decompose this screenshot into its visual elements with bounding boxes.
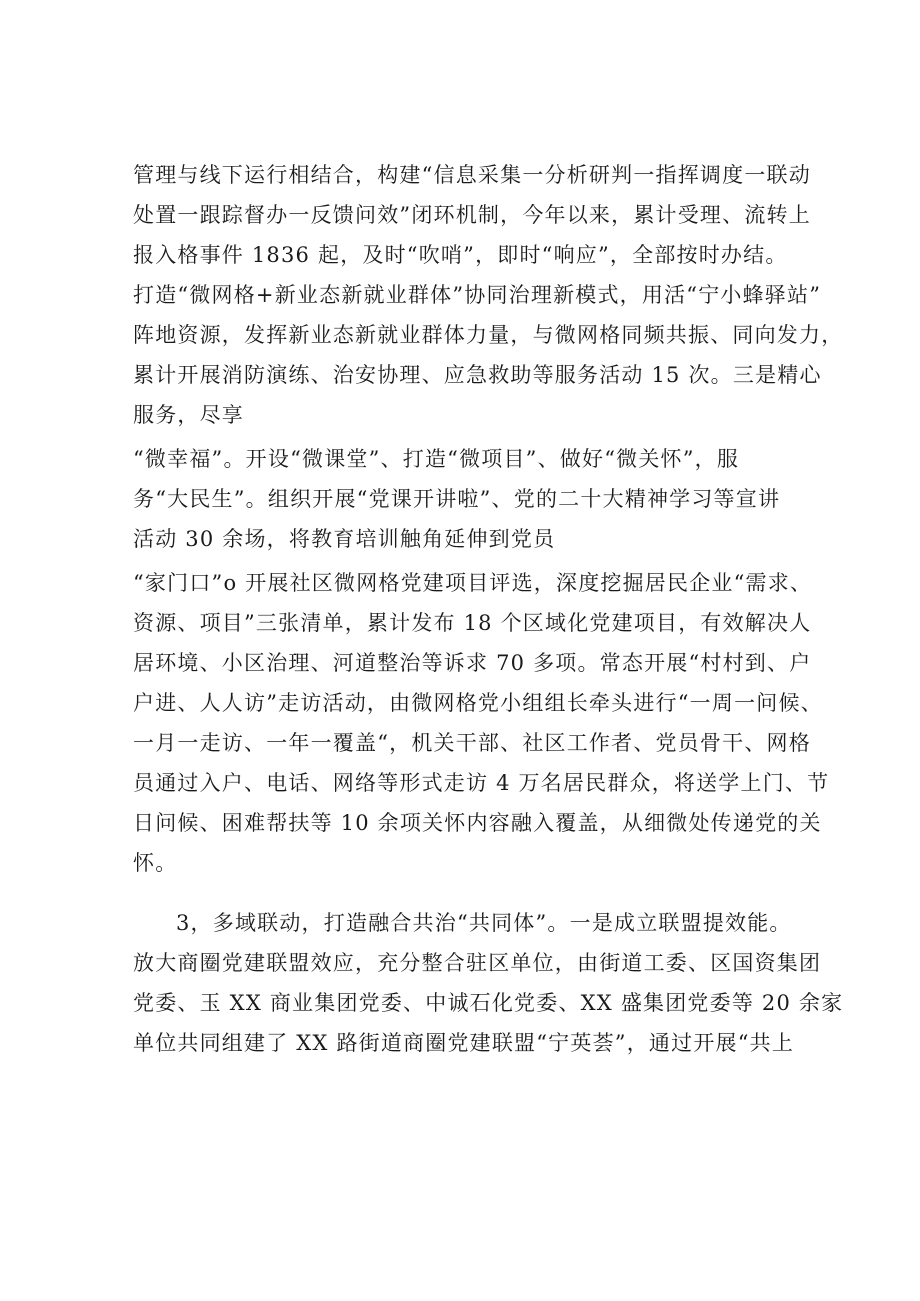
- text-line: 怀。: [133, 851, 178, 875]
- text-line: 累计开展消防演练、治安协理、应急救助等服务活动 15 次。三是精心: [133, 363, 822, 387]
- text-line: 日问候、困难帮扶等 10 余项关怀内容融入覆盖，从细微处传递党的关: [133, 811, 822, 835]
- section-heading-line: 3，多域联动，打造融合共治“共同体”。一是成立联盟提效能。: [176, 911, 792, 935]
- text-line: 活动 30 余场，将教育培训触角延伸到党员: [133, 527, 556, 551]
- text-line: “家门口”o 开展社区微网格党建项目评选，深度挖掘居民企业“需求、: [133, 571, 813, 595]
- text-line: “微幸福”。开设“微课堂”、打造“微项目”、做好“微关怀”，服: [133, 447, 740, 471]
- text-line: 一月一走访、一年一覆盖“，机关干部、社区工作者、党员骨干、网格: [133, 731, 811, 755]
- text-line: 管理与线下运行相结合，构建“信息采集一分析研判一指挥调度一联动: [133, 163, 811, 187]
- text-line: 处置一跟踪督办一反馈问效”闭环机制，今年以来，累计受理、流转上: [133, 203, 811, 227]
- text-line: 务“大民生”。组织开展“党课开讲啦”、党的二十大精神学习等宣讲: [133, 487, 781, 511]
- text-line: 打造“微网格+新业态新就业群体”协同治理新模式，用活“宁小蜂驿站”: [133, 283, 822, 307]
- text-line: 户进、人人访”走访活动，由微网格党小组组长牵头进行“一周一问候、: [133, 691, 823, 715]
- text-line: 服务，尽享: [133, 403, 244, 427]
- text-line: 放大商圈党建联盟效应，充分整合驻区单位，由街道工委、区国资集团: [133, 951, 822, 975]
- text-line: 阵地资源，发挥新业态新就业群体力量，与微网格同频共振、同向发力，: [133, 323, 844, 347]
- text-line: 单位共同组建了 XX 路街道商圈党建联盟“宁英荟”，通过开展“共上: [133, 1031, 795, 1055]
- text-line: 党委、玉 XX 商业集团党委、中诚石化党委、XX 盛集团党委等 20 余家: [133, 991, 844, 1015]
- text-line: 员通过入户、电话、网络等形式走访 4 万名居民群众，将送学上门、节: [133, 771, 830, 795]
- text-line: 居环境、小区治理、河道整治等诉求 70 多项。常态开展“村村到、户: [133, 651, 812, 675]
- text-line: 资源、项目”三张清单，累计发布 18 个区域化党建项目，有效解决人: [133, 611, 812, 635]
- text-line: 报入格事件 1836 起，及时“吹哨”，即时“响应”，全部按时办结。: [133, 243, 788, 267]
